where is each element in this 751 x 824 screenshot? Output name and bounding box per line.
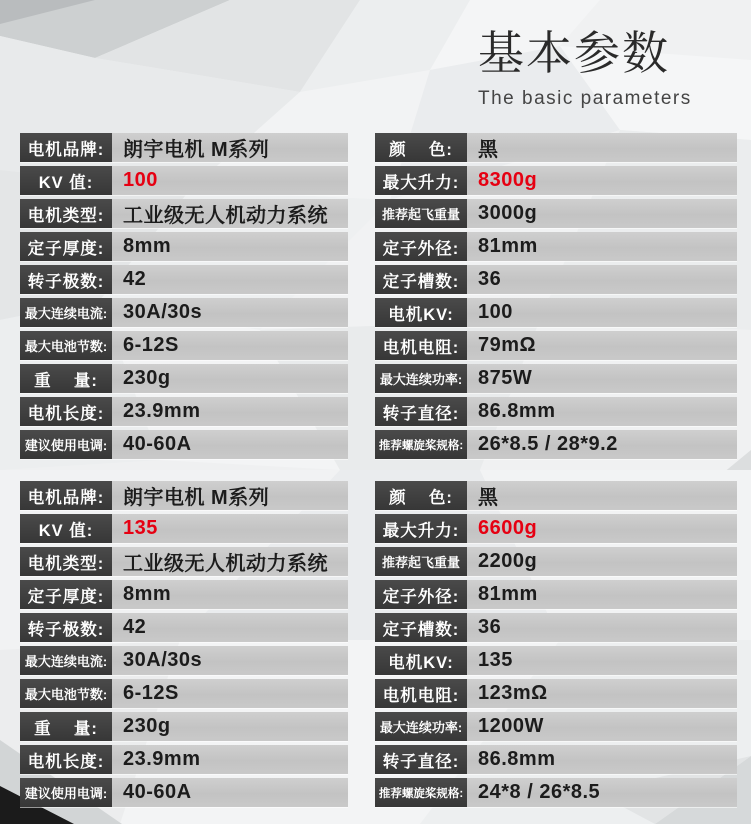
spec-label: 电机类型: bbox=[20, 199, 112, 228]
spec-row bbox=[20, 364, 348, 393]
spec-label: 建议使用电调: bbox=[20, 430, 112, 459]
spec-row bbox=[375, 745, 737, 774]
spec-value: 30A/30s bbox=[123, 649, 203, 671]
spec-label: 电机长度: bbox=[20, 397, 112, 426]
spec-label: 电机长度: bbox=[20, 745, 112, 774]
spec-label: 电机品牌: bbox=[20, 133, 112, 162]
spec-label: 颜 色: bbox=[375, 481, 467, 510]
spec-label: 最大升力: bbox=[375, 514, 467, 543]
spec-label: 电机电阻: bbox=[375, 331, 467, 360]
spec-label: 电机品牌: bbox=[20, 481, 112, 510]
spec-row bbox=[375, 580, 737, 609]
spec-value: 81mm bbox=[478, 235, 538, 257]
spec-row bbox=[375, 547, 737, 576]
spec-row bbox=[20, 199, 348, 228]
spec-value: 81mm bbox=[478, 583, 538, 605]
spec-label: 最大电池节数: bbox=[20, 331, 112, 360]
spec-label: 定子槽数: bbox=[375, 613, 467, 642]
spec-label: 定子外径: bbox=[375, 580, 467, 609]
spec-label: 最大连续功率: bbox=[375, 364, 467, 393]
spec-value: 79mΩ bbox=[478, 334, 537, 356]
spec-row bbox=[20, 232, 348, 261]
spec-value: 23.9mm bbox=[123, 748, 201, 770]
spec-label: 定子厚度: bbox=[20, 580, 112, 609]
spec-row bbox=[375, 397, 737, 426]
spec-table-2 bbox=[20, 481, 737, 811]
spec-value: 工业级无人机动力系统 bbox=[123, 205, 328, 227]
spec-label: 推荐起飞重量 bbox=[375, 547, 467, 576]
spec-value: 42 bbox=[123, 616, 147, 638]
spec-value: 100 bbox=[123, 169, 158, 191]
spec-label: KV 值: bbox=[20, 166, 112, 195]
spec-label: KV 值: bbox=[20, 514, 112, 543]
spec-col-left bbox=[20, 133, 348, 463]
spec-value: 8mm bbox=[123, 583, 172, 605]
spec-label: 重 量: bbox=[20, 712, 112, 741]
spec-value: 6-12S bbox=[123, 334, 179, 356]
spec-value: 2200g bbox=[478, 550, 538, 572]
spec-label: 电机KV: bbox=[375, 298, 467, 327]
spec-row bbox=[20, 679, 348, 708]
spec-label: 最大升力: bbox=[375, 166, 467, 195]
spec-value: 123mΩ bbox=[478, 682, 548, 704]
spec-row bbox=[375, 298, 737, 327]
spec-label: 定子厚度: bbox=[20, 232, 112, 261]
spec-row bbox=[375, 166, 737, 195]
spec-row bbox=[20, 613, 348, 642]
spec-value: 3000g bbox=[478, 202, 538, 224]
spec-label: 推荐起飞重量 bbox=[375, 199, 467, 228]
spec-value: 86.8mm bbox=[478, 748, 556, 770]
spec-row bbox=[20, 580, 348, 609]
spec-label: 最大连续功率: bbox=[375, 712, 467, 741]
spec-row bbox=[20, 265, 348, 294]
spec-label: 转子直径: bbox=[375, 397, 467, 426]
spec-row bbox=[375, 646, 737, 675]
spec-value: 6600g bbox=[478, 517, 538, 539]
spec-value: 8300g bbox=[478, 169, 538, 191]
spec-label: 转子极数: bbox=[20, 265, 112, 294]
spec-row bbox=[20, 331, 348, 360]
spec-row bbox=[375, 778, 737, 807]
spec-value: 36 bbox=[478, 268, 502, 290]
spec-value: 朗宇电机 M系列 bbox=[123, 139, 270, 161]
spec-value: 工业级无人机动力系统 bbox=[123, 553, 328, 575]
spec-value: 875W bbox=[478, 367, 533, 389]
spec-value: 36 bbox=[478, 616, 502, 638]
spec-label: 推荐螺旋桨规格: bbox=[375, 778, 467, 807]
spec-value: 朗宇电机 M系列 bbox=[123, 487, 270, 509]
spec-value: 23.9mm bbox=[123, 400, 201, 422]
spec-row bbox=[20, 712, 348, 741]
spec-label: 电机电阻: bbox=[375, 679, 467, 708]
spec-row bbox=[375, 481, 737, 510]
spec-row bbox=[20, 514, 348, 543]
spec-value: 黑 bbox=[478, 139, 499, 161]
spec-row bbox=[375, 331, 737, 360]
spec-col-left bbox=[20, 481, 348, 811]
spec-value: 26*8.5 / 28*9.2 bbox=[478, 433, 618, 455]
spec-value: 230g bbox=[123, 715, 171, 737]
spec-row bbox=[20, 547, 348, 576]
spec-value: 8mm bbox=[123, 235, 172, 257]
spec-row bbox=[375, 613, 737, 642]
spec-row bbox=[20, 166, 348, 195]
spec-row bbox=[20, 745, 348, 774]
spec-table-1 bbox=[20, 133, 737, 463]
spec-label: 颜 色: bbox=[375, 133, 467, 162]
spec-label: 最大连续电流: bbox=[20, 298, 112, 327]
spec-row bbox=[375, 430, 737, 459]
spec-row bbox=[375, 232, 737, 261]
spec-row bbox=[20, 430, 348, 459]
spec-col-right bbox=[375, 481, 737, 811]
spec-label: 重 量: bbox=[20, 364, 112, 393]
spec-value: 135 bbox=[123, 517, 158, 539]
spec-value: 6-12S bbox=[123, 682, 179, 704]
spec-row bbox=[375, 679, 737, 708]
spec-value: 24*8 / 26*8.5 bbox=[478, 781, 601, 803]
spec-label: 最大电池节数: bbox=[20, 679, 112, 708]
spec-label: 定子外径: bbox=[375, 232, 467, 261]
spec-label: 建议使用电调: bbox=[20, 778, 112, 807]
spec-value: 30A/30s bbox=[123, 301, 203, 323]
spec-value: 42 bbox=[123, 268, 147, 290]
spec-col-right bbox=[375, 133, 737, 463]
spec-row bbox=[375, 265, 737, 294]
spec-value: 230g bbox=[123, 367, 171, 389]
spec-row bbox=[20, 778, 348, 807]
spec-label: 定子槽数: bbox=[375, 265, 467, 294]
spec-row bbox=[375, 199, 737, 228]
spec-label: 转子极数: bbox=[20, 613, 112, 642]
spec-label: 最大连续电流: bbox=[20, 646, 112, 675]
spec-value: 40-60A bbox=[123, 781, 192, 803]
spec-row bbox=[375, 514, 737, 543]
spec-label: 电机KV: bbox=[375, 646, 467, 675]
spec-row bbox=[375, 712, 737, 741]
spec-row bbox=[375, 133, 737, 162]
spec-row bbox=[20, 397, 348, 426]
spec-row bbox=[20, 133, 348, 162]
spec-value: 黑 bbox=[478, 487, 499, 509]
spec-value: 40-60A bbox=[123, 433, 192, 455]
spec-row bbox=[375, 364, 737, 393]
spec-row bbox=[20, 481, 348, 510]
page-title: 基本参数 bbox=[478, 27, 670, 79]
page-subtitle: The basic parameters bbox=[478, 87, 692, 109]
spec-value: 100 bbox=[478, 301, 513, 323]
spec-label: 电机类型: bbox=[20, 547, 112, 576]
header bbox=[478, 28, 692, 110]
spec-row bbox=[20, 646, 348, 675]
spec-value: 86.8mm bbox=[478, 400, 556, 422]
spec-label: 推荐螺旋桨规格: bbox=[375, 430, 467, 459]
spec-value: 135 bbox=[478, 649, 513, 671]
spec-value: 1200W bbox=[478, 715, 544, 737]
spec-label: 转子直径: bbox=[375, 745, 467, 774]
spec-row bbox=[20, 298, 348, 327]
